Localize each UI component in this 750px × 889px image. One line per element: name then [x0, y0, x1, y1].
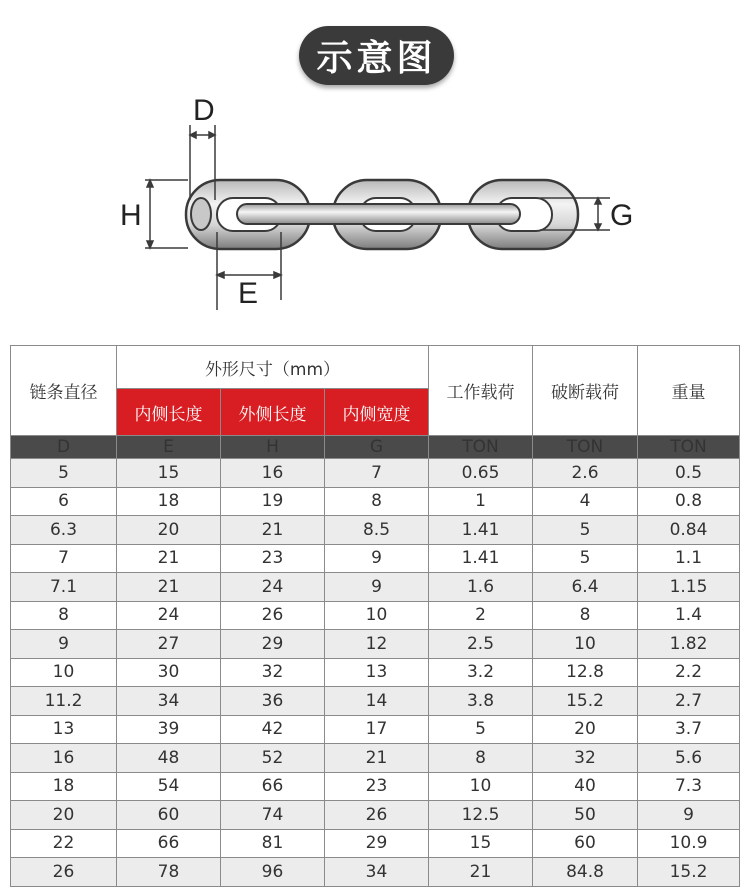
table-cell: 36: [221, 687, 325, 716]
table-cell: 3.7: [638, 715, 740, 744]
table-cell: 10.9: [638, 829, 740, 858]
label-g: G: [610, 199, 634, 232]
col-group-dimensions: 外形尺寸（mm）: [117, 346, 429, 389]
table-cell: 7.3: [638, 772, 740, 801]
table-cell: 23: [325, 772, 429, 801]
table-cell: 6: [11, 487, 117, 516]
table-cell: 5.6: [638, 744, 740, 773]
table-cell: 16: [11, 744, 117, 773]
col-working-load: 工作载荷: [429, 346, 533, 436]
table-row: [11, 715, 740, 744]
table-cell: 1.15: [638, 573, 740, 602]
table-row: [11, 858, 740, 887]
table-cell: 66: [117, 829, 221, 858]
table-cell: 16: [221, 459, 325, 488]
table-cell: 3.2: [429, 658, 533, 687]
table-cell: 18: [117, 487, 221, 516]
table-cell: 22: [11, 829, 117, 858]
table-cell: 1.82: [638, 630, 740, 659]
table-cell: 15: [429, 829, 533, 858]
table-cell: 5: [533, 544, 638, 573]
table-row: [11, 601, 740, 630]
table-cell: 15: [117, 459, 221, 488]
table-cell: 29: [221, 630, 325, 659]
table-cell: 9: [325, 544, 429, 573]
table-cell: 84.8: [533, 858, 638, 887]
table-cell: 21: [221, 516, 325, 545]
label-d: D: [193, 94, 215, 127]
table-cell: 20: [533, 715, 638, 744]
table-cell: 1.41: [429, 544, 533, 573]
table-cell: 21: [117, 544, 221, 573]
table-cell: 18: [11, 772, 117, 801]
table-row: [11, 459, 740, 488]
table-row: [11, 772, 740, 801]
table-cell: 32: [533, 744, 638, 773]
table-cell: 5: [533, 516, 638, 545]
table-cell: 24: [117, 601, 221, 630]
table-cell: 1.1: [638, 544, 740, 573]
chain-side-links: [237, 204, 520, 224]
table-cell: 15.2: [533, 687, 638, 716]
col-weight: 重量: [638, 346, 740, 436]
table-cell: 10: [429, 772, 533, 801]
table-cell: 17: [325, 715, 429, 744]
table-row: [11, 829, 740, 858]
unit-cell: H: [221, 436, 325, 459]
table-cell: 32: [221, 658, 325, 687]
spec-table: [10, 345, 740, 887]
table-cell: 12: [325, 630, 429, 659]
table-cell: 21: [429, 858, 533, 887]
table-cell: 1.4: [638, 601, 740, 630]
table-cell: 10: [325, 601, 429, 630]
table-cell: 9: [325, 573, 429, 602]
unit-cell: G: [325, 436, 429, 459]
table-cell: 40: [533, 772, 638, 801]
table-cell: 2.7: [638, 687, 740, 716]
table-row: [11, 544, 740, 573]
col-inner-width: 内侧宽度: [325, 389, 429, 436]
unit-cell: E: [117, 436, 221, 459]
table-cell: 21: [325, 744, 429, 773]
label-e: E: [238, 277, 259, 310]
table-cell: 20: [11, 801, 117, 830]
table-cell: 21: [117, 573, 221, 602]
table-cell: 52: [221, 744, 325, 773]
table-cell: 3.8: [429, 687, 533, 716]
label-h: H: [120, 199, 142, 232]
table-cell: 1: [429, 487, 533, 516]
table-row: [11, 687, 740, 716]
table-row: [11, 516, 740, 545]
table-row: [11, 573, 740, 602]
table-cell: 26: [325, 801, 429, 830]
table-cell: 2: [429, 601, 533, 630]
unit-cell: TON: [429, 436, 533, 459]
table-cell: 5: [429, 715, 533, 744]
table-cell: 30: [117, 658, 221, 687]
link-cross-section: [191, 198, 211, 230]
table-cell: 42: [221, 715, 325, 744]
table-cell: 0.65: [429, 459, 533, 488]
table-cell: 23: [221, 544, 325, 573]
table-cell: 27: [117, 630, 221, 659]
table-cell: 78: [117, 858, 221, 887]
table-cell: 54: [117, 772, 221, 801]
table-cell: 13: [11, 715, 117, 744]
table-cell: 26: [221, 601, 325, 630]
table-cell: 26: [11, 858, 117, 887]
table-row: [11, 801, 740, 830]
table-cell: 0.8: [638, 487, 740, 516]
col-breaking-load: 破断载荷: [533, 346, 638, 436]
table-cell: 10: [533, 630, 638, 659]
table-cell: 9: [638, 801, 740, 830]
table-row: [11, 658, 740, 687]
table-cell: 60: [117, 801, 221, 830]
unit-cell: TON: [533, 436, 638, 459]
col-chain-diameter: 链条直径: [11, 346, 117, 436]
table-cell: 60: [533, 829, 638, 858]
table-cell: 0.5: [638, 459, 740, 488]
table-row: [11, 487, 740, 516]
table-cell: 2.6: [533, 459, 638, 488]
table-row: [11, 630, 740, 659]
table-cell: 74: [221, 801, 325, 830]
table-cell: 13: [325, 658, 429, 687]
table-cell: 8: [325, 487, 429, 516]
table-cell: 4: [533, 487, 638, 516]
table-cell: 6.3: [11, 516, 117, 545]
table-cell: 6.4: [533, 573, 638, 602]
col-inner-length: 内侧长度: [117, 389, 221, 436]
table-cell: 0.84: [638, 516, 740, 545]
table-cell: 14: [325, 687, 429, 716]
table-cell: 8: [429, 744, 533, 773]
table-row: [11, 744, 740, 773]
table-cell: 2.5: [429, 630, 533, 659]
table-cell: 96: [221, 858, 325, 887]
table-cell: 5: [11, 459, 117, 488]
table-cell: 48: [117, 744, 221, 773]
unit-cell: TON: [638, 436, 740, 459]
table-cell: 8.5: [325, 516, 429, 545]
table-cell: 1.41: [429, 516, 533, 545]
table-cell: 8: [11, 601, 117, 630]
table-cell: 7.1: [11, 573, 117, 602]
table-cell: 29: [325, 829, 429, 858]
table-cell: 8: [533, 601, 638, 630]
unit-cell: D: [11, 436, 117, 459]
table-cell: 12.5: [429, 801, 533, 830]
table-cell: 24: [221, 573, 325, 602]
table-cell: 15.2: [638, 858, 740, 887]
table-cell: 2.2: [638, 658, 740, 687]
table-cell: 34: [117, 687, 221, 716]
table-cell: 39: [117, 715, 221, 744]
table-cell: 7: [11, 544, 117, 573]
table-cell: 34: [325, 858, 429, 887]
table-cell: 50: [533, 801, 638, 830]
page-title: 示意图: [299, 26, 454, 85]
table-cell: 20: [117, 516, 221, 545]
table-cell: 19: [221, 487, 325, 516]
table-cell: 11.2: [11, 687, 117, 716]
table-cell: 66: [221, 772, 325, 801]
table-cell: 12.8: [533, 658, 638, 687]
table-cell: 9: [11, 630, 117, 659]
table-cell: 81: [221, 829, 325, 858]
col-outer-length: 外侧长度: [221, 389, 325, 436]
chain-link-diagram: [0, 90, 750, 320]
table-cell: 7: [325, 459, 429, 488]
table-cell: 10: [11, 658, 117, 687]
table-cell: 1.6: [429, 573, 533, 602]
unit-row: [11, 436, 740, 459]
